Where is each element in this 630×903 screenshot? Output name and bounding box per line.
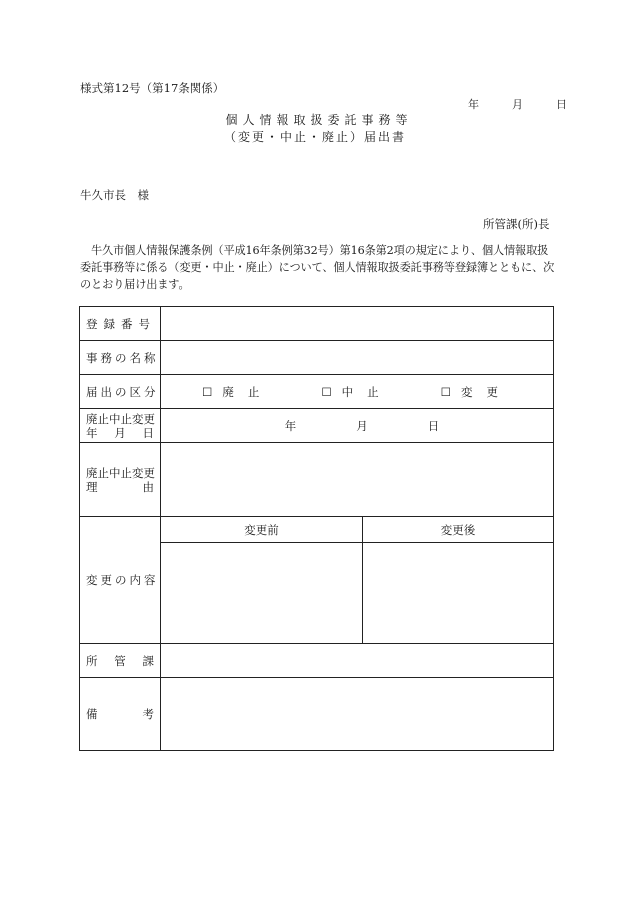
- date-month: 月: [356, 418, 368, 433]
- submission-date: [468, 96, 567, 112]
- date-field[interactable]: [161, 409, 554, 443]
- reason-label: 廃止中止変更 理 由: [80, 443, 161, 517]
- sender: 所管課(所)長: [483, 217, 550, 231]
- before-change-field[interactable]: [161, 543, 363, 644]
- date-month-label: 月: [512, 98, 523, 111]
- after-change-field[interactable]: [363, 543, 554, 644]
- category-options: [161, 375, 554, 409]
- department-label: 所 管 課: [80, 644, 161, 678]
- remarks-field[interactable]: [161, 678, 554, 751]
- row-affair-name: [80, 341, 554, 375]
- checkbox-icon[interactable]: ☐: [321, 384, 332, 399]
- date-label: 廃止中止変更 年 月 日: [80, 409, 161, 443]
- date-day-label: 日: [556, 98, 567, 111]
- row-date: [80, 409, 554, 443]
- date-year: 年: [284, 418, 297, 433]
- reason-field[interactable]: [161, 443, 554, 517]
- after-change-header: 変更後: [363, 517, 554, 543]
- checkbox-icon[interactable]: ☐: [440, 384, 451, 399]
- affair-name-label: 事務の名称: [80, 341, 161, 375]
- date-day: 日: [427, 418, 440, 433]
- registration-number-label: 登録番号: [80, 307, 161, 341]
- row-remarks: [80, 678, 554, 751]
- document-subtitle: （変更・中止・廃止）届出書: [223, 130, 406, 144]
- row-reason: [80, 443, 554, 517]
- row-department: [80, 644, 554, 678]
- registration-number-field[interactable]: [161, 307, 554, 341]
- notification-form-table: [79, 306, 554, 751]
- row-registration-number: [80, 307, 554, 341]
- date-year-label: 年: [468, 98, 479, 111]
- option-change[interactable]: ☐ 変更: [440, 384, 512, 399]
- category-label: 届出の区分: [80, 375, 161, 409]
- change-content-label: 変更の内容: [80, 517, 161, 644]
- body-paragraph: 牛久市個人情報保護条例（平成16年条例第32号）第16条第2項の規定により、個人情報取扱委託事務等に係る（変更・中止・廃止）について、個人情報取扱委託事務等登録簿とともに、次のとおり届け出ます。: [80, 244, 555, 291]
- option-abolish[interactable]: ☐ 廃止: [202, 384, 274, 399]
- row-change-header: [80, 517, 554, 543]
- option-suspend[interactable]: ☐ 中止: [321, 384, 393, 399]
- document-title: 個人情報取扱委託事務等: [225, 113, 413, 127]
- addressee: 牛久市長 様: [80, 188, 149, 202]
- department-field[interactable]: [161, 644, 554, 678]
- remarks-label: 備 考: [80, 678, 161, 751]
- before-change-header: 変更前: [161, 517, 363, 543]
- form-number: 様式第12号（第17条関係）: [80, 81, 225, 95]
- checkbox-icon[interactable]: ☐: [202, 384, 213, 399]
- row-category: [80, 375, 554, 409]
- affair-name-field[interactable]: [161, 341, 554, 375]
